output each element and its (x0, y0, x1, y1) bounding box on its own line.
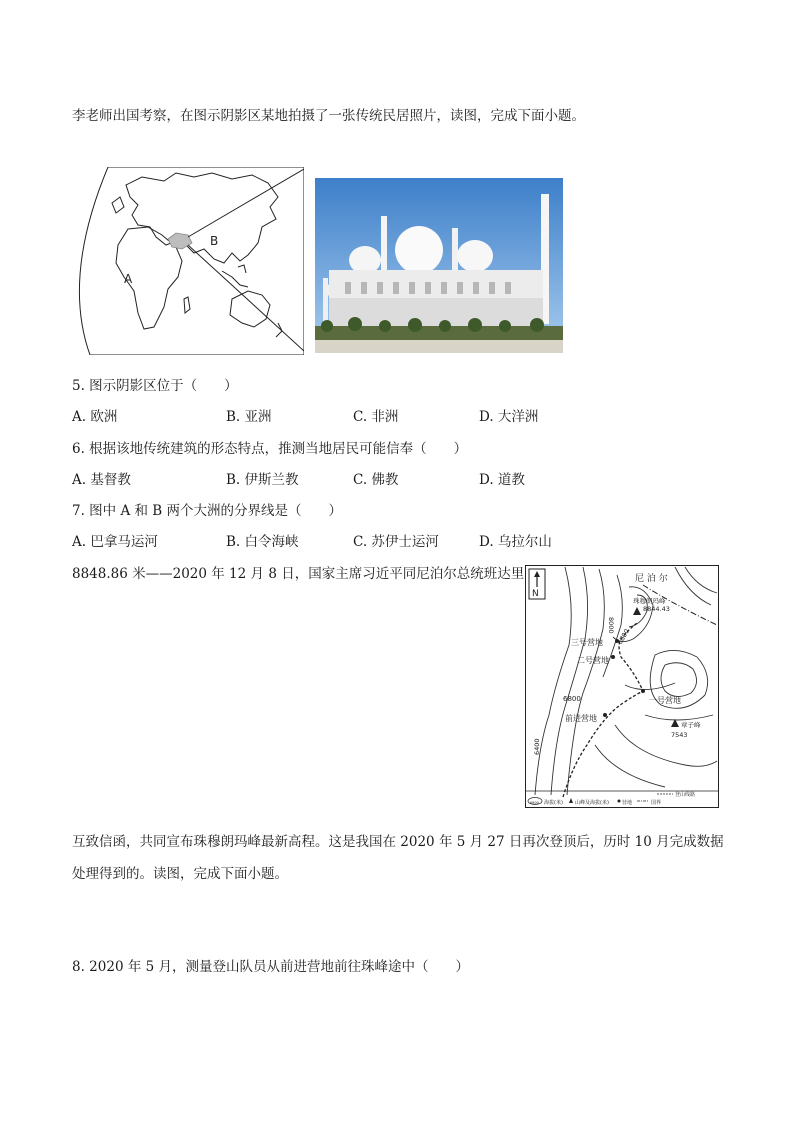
question-5-stem: 5. 图示阴影区位于（ ） (72, 378, 238, 394)
passage-line-2: 互致信函，共同宣布珠穆朗玛峰最新高程。这是我国在 2020 年 5 月 27 日再次登顶后，历时 10 月完成数据 (72, 834, 724, 850)
passage-line-3: 处理得到的。读图，完成下面小题。 (72, 866, 288, 882)
legend-peak: 山峰及海拔(米) (575, 800, 609, 806)
q7-option-d[interactable]: D. 乌拉尔山 (479, 534, 552, 550)
q7-option-a[interactable]: A. 巴拿马运河 (72, 534, 158, 550)
q7-option-c[interactable]: C. 苏伊士运河 (353, 534, 439, 550)
intro-text: 李老师出国考察，在图示阴影区某地拍摄了一张传统民居照片，读图，完成下面小题。 (72, 108, 585, 124)
q5-option-c[interactable]: C. 非洲 (353, 409, 399, 425)
topo-summit2: 章子峰 (681, 721, 701, 729)
topo-camp1: 一号营地 (649, 696, 681, 705)
north-label: N (532, 589, 539, 599)
map-label-b: B (210, 234, 219, 248)
topo-summit2-elev: 7543 (671, 731, 688, 739)
legend-route: 登山线路 (675, 792, 696, 798)
map-label-a: A (124, 272, 133, 286)
passage-line-1: 8848.86 米——2020 年 12 月 8 日，国家主席习近平同尼泊尔总统班达里 (72, 566, 525, 582)
question-6-stem: 6. 根据该地传统建筑的形态特点，推测当地居民可能信奉（ ） (72, 441, 468, 457)
topo-camp3: 三号营地 (571, 638, 603, 647)
q6-option-c[interactable]: C. 佛教 (353, 472, 399, 488)
q6-option-b[interactable]: B. 伊斯兰教 (226, 472, 299, 488)
world-map (72, 167, 304, 355)
topo-advance-camp: 前进营地 (565, 714, 597, 723)
topo-peak-name: 珠穆朗玛峰 (633, 597, 666, 605)
question-8-stem: 8. 2020 年 5 月，测量登山队员从前进营地前往珠峰途中（ ） (72, 959, 469, 975)
q6-option-a[interactable]: A. 基督教 (72, 472, 131, 488)
q5-option-a[interactable]: A. 欧洲 (72, 409, 118, 425)
question-7-stem: 7. 图中 A 和 B 两个大洲的分界线是（ ） (72, 503, 343, 519)
legend-camp: 营地 (622, 800, 633, 806)
everest-topo-map (525, 565, 719, 808)
topo-peak-elev: 8844.43 (643, 605, 670, 613)
topo-contour-6800a: 6800 (615, 627, 632, 646)
q5-option-b[interactable]: B. 亚洲 (226, 409, 272, 425)
legend-contour: 海拔(米) (544, 800, 563, 806)
topo-country: 尼 泊 尔 (635, 574, 668, 584)
q7-option-b[interactable]: B. 白令海峡 (226, 534, 299, 550)
legend-contour-val: 6800 (530, 801, 539, 805)
topo-camp2: 二号营地 (577, 656, 609, 665)
legend-border: 国界 (651, 800, 662, 806)
mosque-photo (315, 178, 563, 353)
topo-contour-6800b: 6800 (563, 695, 581, 703)
topo-contour-8000: 8000 (607, 617, 615, 634)
q6-option-d[interactable]: D. 道教 (479, 472, 525, 488)
topo-contour-6400: 6400 (533, 738, 541, 755)
q5-option-d[interactable]: D. 大洋洲 (479, 409, 539, 425)
